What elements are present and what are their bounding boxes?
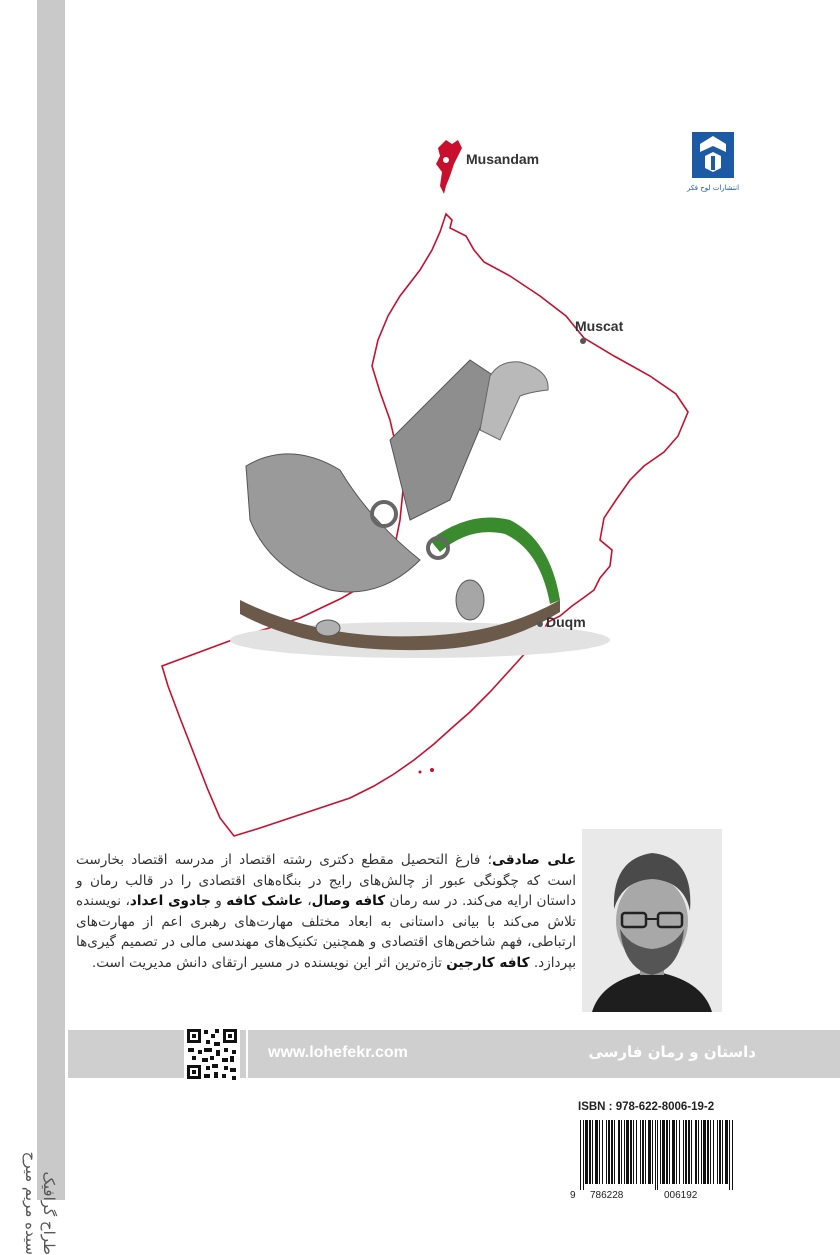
barcode-bar bbox=[640, 1120, 641, 1184]
barcode-digit-lead: 9 bbox=[570, 1190, 576, 1200]
barcode-digits-group-2: 006192 bbox=[664, 1190, 698, 1200]
barcode-bar bbox=[602, 1120, 603, 1184]
qr-code-icon[interactable] bbox=[184, 1026, 240, 1082]
barcode-bar bbox=[626, 1120, 629, 1184]
map-label-muscat: Muscat bbox=[575, 318, 624, 334]
map-label-duqm: Duqm bbox=[546, 614, 586, 630]
khanjar-sheath-band bbox=[390, 360, 500, 520]
barcode-bar bbox=[592, 1120, 593, 1184]
barcode-bar bbox=[608, 1120, 610, 1184]
book-title-1: کافه وصال bbox=[311, 893, 386, 909]
bio-line-7: تازه‌ترین اثر این نویسنده در مسیر ارتقای دانش مدیریت است. bbox=[91, 954, 447, 971]
barcode-bar bbox=[717, 1120, 718, 1184]
barcode-bar bbox=[611, 1120, 613, 1184]
barcode-bar bbox=[713, 1120, 714, 1184]
khanjar-buckle bbox=[456, 580, 484, 620]
isbn-label: ISBN : 978-622-8006-19-2 bbox=[578, 1101, 715, 1113]
bio-separator: ، bbox=[307, 893, 312, 909]
author-name: علی صادقی bbox=[491, 852, 576, 868]
island-dot bbox=[419, 771, 422, 774]
barcode-bar bbox=[703, 1120, 706, 1184]
credit-line-1: طراح گرافیک bbox=[40, 1171, 58, 1255]
barcode-digits-group-1: 786228 bbox=[590, 1190, 624, 1200]
barcode-bar bbox=[719, 1120, 721, 1184]
barcode-bar bbox=[695, 1120, 697, 1184]
barcode-bar bbox=[679, 1120, 680, 1184]
graphic-designer-credit bbox=[18, 1105, 58, 1255]
bio-line-6: اقتصادی و همچنین تکنیک‌های مهندسی مالی در تصمیم گیری‌ها بپردازد. bbox=[76, 934, 576, 971]
barcode-bar bbox=[648, 1120, 651, 1184]
barcode-bar bbox=[725, 1120, 728, 1184]
map-label-musandam: Musandam bbox=[466, 151, 540, 167]
barcode-bar bbox=[614, 1120, 615, 1184]
khanjar-ring bbox=[372, 502, 396, 526]
barcode-bar bbox=[729, 1120, 730, 1190]
barcode-bar bbox=[585, 1120, 588, 1184]
barcode-bar bbox=[595, 1120, 598, 1184]
publisher-website-link[interactable]: www.lohefekr.com bbox=[268, 1044, 408, 1061]
credit-line-2: سیده مریم میرح bbox=[22, 1151, 40, 1255]
book-title-2: عاشک کافه bbox=[226, 893, 303, 909]
genre-label: داستان و رمان فارسی bbox=[588, 1043, 756, 1061]
oman-border bbox=[162, 214, 688, 836]
barcode-bar bbox=[676, 1120, 677, 1184]
barcode-bar bbox=[698, 1120, 699, 1184]
barcode-bar bbox=[624, 1120, 625, 1184]
khanjar-belt-ornament bbox=[316, 620, 340, 636]
barcode-bar bbox=[655, 1120, 656, 1190]
bio-and: و bbox=[215, 893, 222, 909]
barcode-bar bbox=[672, 1120, 675, 1184]
barcode-bar bbox=[701, 1120, 702, 1184]
khanjar-belt-green bbox=[430, 518, 560, 605]
barcode-bar bbox=[732, 1120, 733, 1190]
publisher-name: انتشارات لوح فکر bbox=[686, 184, 740, 192]
bio-line-4: ، نویسنده تلاش می‌کند با بیانی داستانی به ابعاد bbox=[76, 893, 576, 930]
bio-line-1: ؛ فارغ التحصیل مقطع دکتری رشته اقتصاد از مدرسه اقتصاد bbox=[131, 852, 492, 868]
muscat-marker bbox=[580, 338, 586, 344]
barcode-bar bbox=[589, 1120, 591, 1184]
barcode-bar bbox=[642, 1120, 644, 1184]
author-bio bbox=[76, 850, 576, 973]
musandam-outline bbox=[436, 140, 462, 194]
barcode-bar bbox=[630, 1120, 632, 1184]
barcode-bar bbox=[618, 1120, 620, 1184]
barcode-bar bbox=[652, 1120, 653, 1184]
barcode-bar bbox=[657, 1120, 658, 1190]
duqm-marker bbox=[537, 621, 543, 627]
book-title-3: جادوی اعداد bbox=[129, 893, 211, 909]
musandam-marker bbox=[442, 156, 450, 164]
barcode-bar bbox=[621, 1120, 622, 1184]
barcode-bar bbox=[685, 1120, 687, 1184]
barcode-bar bbox=[645, 1120, 646, 1184]
island-dot bbox=[430, 768, 434, 772]
barcode-bar bbox=[683, 1120, 684, 1184]
barcode-bar bbox=[599, 1120, 600, 1184]
barcode-bar bbox=[583, 1120, 584, 1190]
bio-line-5: مختلف مهارت‌های رهبری اعم از مهارت‌های ارتباطی، فهم شاخص‌های bbox=[76, 913, 576, 950]
bio-line-2: بخارست است که چگونگی عبور از چالش‌های رایج در بنگاه‌های اقتصادی bbox=[76, 852, 576, 889]
barcode-bar bbox=[660, 1120, 661, 1184]
barcode-bar bbox=[633, 1120, 634, 1184]
barcode-bar bbox=[606, 1120, 607, 1184]
barcode-bar bbox=[666, 1120, 668, 1184]
barcode-bar bbox=[722, 1120, 723, 1184]
barcode-bar bbox=[691, 1120, 692, 1184]
author-portrait bbox=[582, 829, 722, 1012]
barcode-bar bbox=[580, 1120, 581, 1190]
barcode-bar bbox=[710, 1120, 711, 1184]
bio-line-3: را در قالب رمان و داستان ارایه می‌کند. در سه رمان bbox=[76, 872, 576, 909]
barcode-bar bbox=[688, 1120, 690, 1184]
book-title-4: کافه کارجین bbox=[446, 954, 530, 971]
barcode-bar bbox=[669, 1120, 670, 1184]
barcode-bar bbox=[636, 1120, 637, 1184]
barcode-bar bbox=[662, 1120, 665, 1184]
barcode-bar bbox=[707, 1120, 709, 1184]
isbn-barcode bbox=[568, 1120, 740, 1200]
